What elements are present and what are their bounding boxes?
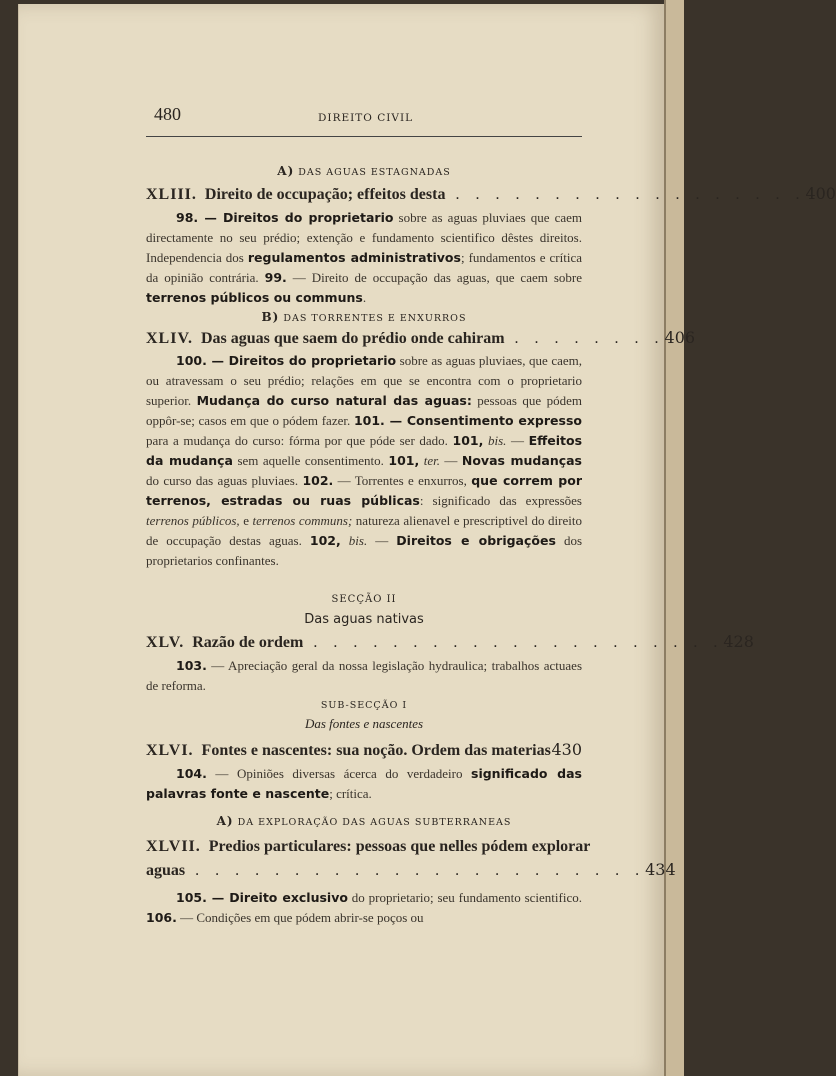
chapter-title: Fontes e nascentes: sua noção. Ordem das materias — [201, 742, 551, 759]
text: — Apreciação geral da nossa legislação hydraulica; trabalhos actuaes de reforma. — [146, 658, 582, 693]
chapter-xlvi — [146, 740, 582, 760]
text: natureza alienavel e prescriptivel do direito de occupação destas aguas. — [146, 513, 582, 548]
text-bold: 102, — [309, 533, 341, 548]
section-title: DA EXPLORAÇÃO DAS AGUAS SUBTERRANEAS — [237, 817, 512, 828]
text-bold: 101. — Consentimento expresso — [353, 413, 582, 428]
text: — — [439, 453, 462, 468]
chapter-title: Direito de occupação; effeitos desta — [204, 186, 446, 203]
chapter-xliv — [146, 328, 696, 348]
section-heading-a-exploracao — [146, 814, 582, 828]
paragraph-105 — [146, 888, 582, 928]
leader-dots: . . . . . . . . — [504, 330, 665, 347]
chapter-page: 434 — [645, 860, 676, 879]
text-bold: Mudança do curso natural das aguas: — [196, 393, 472, 408]
chapter-page: 400 — [805, 184, 836, 203]
paragraph-98 — [146, 208, 582, 308]
chapter-xliii — [146, 184, 836, 204]
chapter-xlvii — [146, 838, 591, 856]
chapter-page: 430 — [551, 740, 582, 759]
text-italic: bis. — [348, 533, 368, 548]
text: sobre as aguas pluviaes, que caem, ou atravessam o seu prédio; relações em que se encontra com o proprietario superior. — [146, 353, 582, 408]
text-bold: terrenos públicos ou communs — [146, 290, 363, 305]
text: — Condições em que pódem abrir-se poços ou — [176, 910, 424, 925]
subseccao-label: SUB-SECÇÃO I — [320, 700, 408, 711]
chapter-title: Predios particulares: pessoas que nelles pódem explorar — [208, 838, 591, 855]
chapter-xlvii-continued — [146, 860, 676, 880]
leader-dots: . . . . . . . . . . . . . . . . . . . . . . . — [185, 862, 646, 879]
page-number: 480 — [154, 104, 181, 124]
subseccao-title: Das fontes e nascentes — [304, 716, 424, 731]
text: ; fundamentos e crítica da opinião contrária. — [146, 250, 583, 285]
text-italic: bis. — [487, 433, 507, 448]
text-bold: Effeitos da mudança — [146, 433, 583, 468]
section-letter: B) — [261, 310, 280, 324]
chapter-number: XLIII. — [146, 186, 197, 203]
text-italic: terrenos communs; — [252, 513, 353, 528]
seccao-label: SECÇÃO II — [331, 594, 397, 605]
chapter-page: 406 — [664, 328, 696, 347]
seccao-title: Das aguas nativas — [304, 612, 424, 627]
text-bold: 98. — Direitos do proprietario — [176, 210, 394, 225]
text: — Direito de occupação das aguas, que caem sobre — [286, 270, 582, 285]
text-bold: Direitos e obrigações — [396, 533, 556, 548]
header-rule — [146, 136, 582, 137]
running-title: DIREITO CIVIL — [318, 112, 414, 124]
section-heading-a — [146, 164, 582, 178]
paragraph-100 — [146, 351, 582, 571]
section-letter: A) — [216, 814, 234, 828]
text: do proprietario; seu fundamento scientifico. — [347, 890, 582, 905]
chapter-xlv — [146, 632, 754, 652]
running-header — [146, 104, 582, 130]
text-bold: 99. — [264, 270, 287, 285]
chapter-number: XLVII. — [146, 838, 201, 855]
chapter-page: 428 — [723, 632, 754, 651]
text-italic: ter. — [423, 453, 440, 468]
text-bold: 103. — [176, 658, 207, 673]
text: sobre as aguas pluviaes que caem directamente no seu prédio; extenção e fundamento scientifico dêstes direitos. Independencia dos — [146, 210, 582, 265]
text-bold: significado das palavras fonte e nascente — [146, 766, 582, 801]
text: : significado das expressões — [419, 493, 582, 508]
text-bold: 102. — [302, 473, 334, 488]
text: ; crítica. — [329, 786, 372, 801]
next-page-edge — [664, 0, 684, 1076]
chapter-title-continued: aguas — [146, 862, 186, 879]
text-bold: 104. — [176, 766, 207, 781]
text: . — [362, 290, 367, 305]
text-bold: 100. — Direitos do proprietario — [176, 353, 397, 368]
chapter-number: XLV. — [146, 634, 185, 651]
text: para a mudança do curso: fórma por que póde ser dado. — [146, 433, 453, 448]
paragraph-103 — [146, 656, 582, 696]
text: sem aquelle consentimento. — [233, 453, 389, 468]
text: — — [506, 433, 529, 448]
text-bold: 101, — [388, 453, 420, 468]
text: — Torrentes e enxurros, — [333, 473, 472, 488]
text-bold: 105. — Direito exclusivo — [176, 890, 348, 905]
section-title: DAS TORRENTES E ENXURROS — [283, 313, 467, 324]
section-heading-b — [146, 310, 582, 324]
paragraph-104 — [146, 764, 582, 804]
text: e — [239, 513, 253, 528]
text-italic: terrenos públicos, — [146, 513, 240, 528]
section-title: DAS AGUAS ESTAGNADAS — [298, 167, 451, 178]
text: — Opiniões diversas ácerca do verdadeiro — [206, 766, 471, 781]
text: — — [367, 533, 397, 548]
leader-dots: . . . . . . . . . . . . . . . . . . — [445, 186, 806, 203]
text-bold: Novas mudanças — [461, 453, 582, 468]
text-bold: que correm por terrenos, estradas ou ruas públicas — [146, 473, 582, 508]
text: do curso das aguas pluviaes. — [146, 473, 303, 488]
text: dos proprietarios confinantes. — [146, 533, 583, 568]
leader-dots: . . . . . . . . . . . . . . . . . . . . . — [303, 634, 724, 651]
chapter-number: XLIV. — [146, 330, 193, 347]
text: pessoas que pódem oppôr-se; casos em que o pódem fazer. — [146, 393, 582, 428]
text-bold: 106. — [146, 910, 177, 925]
text-bold: 101, — [452, 433, 484, 448]
section-letter: A) — [277, 164, 295, 178]
chapter-number: XLVI. — [146, 742, 194, 759]
chapter-title: Razão de ordem — [192, 634, 304, 651]
text-bold: regulamentos administrativos — [247, 250, 461, 265]
chapter-title: Das aguas que saem do prédio onde cahiram — [200, 330, 505, 347]
